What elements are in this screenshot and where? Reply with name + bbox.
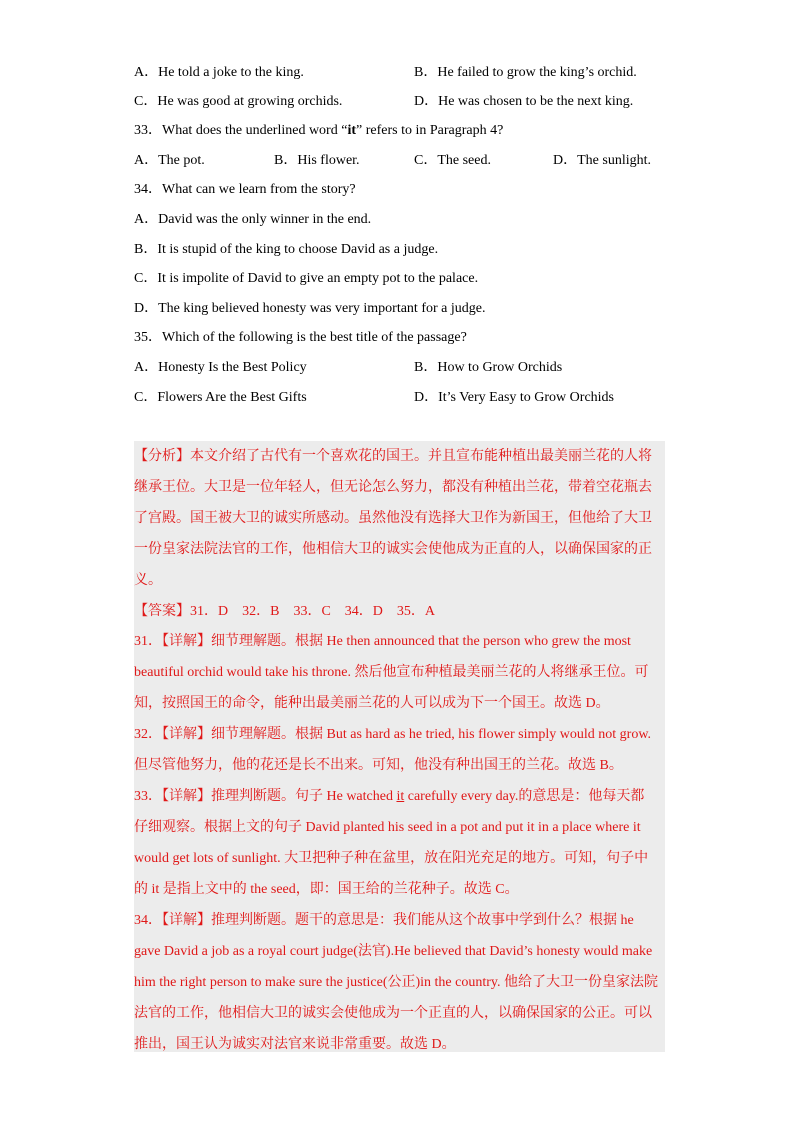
explanation-line: 31．【详解】细节理解题。根据 He then announced that the person who grew the most: [134, 634, 631, 649]
q33-option-c: C．The seed.: [414, 153, 491, 168]
explanation-33-post: carefully every day.的意思是：他每天都: [404, 789, 645, 804]
q34-stem: 34．What can we learn from the story?: [134, 182, 356, 197]
q33-option-a: A．The pot.: [134, 153, 205, 168]
analysis-paragraph: [134, 441, 665, 596]
explanation-line: 的 it 是指上文中的 the seed，即：国王给的兰花种子。故选 C。: [134, 882, 519, 897]
q34-option-c: C．It is impolite of David to give an empty pot to the palace.: [134, 271, 479, 286]
explanation-line: 知，按照国王的命令，能种出最美丽兰花的人可以成为下一个国王。故选 D。: [134, 696, 610, 711]
q34-option-a: A．David was the only winner in the end.: [134, 212, 372, 227]
q35-option-b: B．How to Grow Orchids: [414, 360, 563, 375]
q35-stem: 35．Which of the following is the best title of the passage?: [134, 330, 467, 345]
q33-stem-word: it: [347, 123, 357, 138]
q33-stem: [134, 122, 503, 140]
q32-option-a: A．He told a joke to the king.: [134, 65, 304, 80]
explanation-line: 推出，国王认为诚实对法官来说非常重要。故选 D。: [134, 1037, 456, 1052]
explanation-line: him the right person to make sure the justice(公正)in the country. 他给了大卫一份皇家法院: [134, 975, 659, 990]
answer-key: 【答案】31．D 32．B 33．C 34．D 35．A: [134, 604, 436, 619]
explanation-33-pre: 33．【详解】推理判断题。句子 He watched: [134, 789, 397, 804]
explanation-31: [134, 626, 665, 719]
explanation-line: 但尽管他努力，他的花还是长不出来。可知，他没有种出国王的兰花。故选 B。: [134, 758, 623, 773]
analysis-line: 义。: [134, 573, 162, 588]
q32-option-c: C．He was good at growing orchids.: [134, 94, 343, 109]
explanation-line: gave David a job as a royal court judge(法官).He believed that David’s honesty would make: [134, 944, 653, 959]
analysis-line: 继承王位。大卫是一位年轻人，但无论怎么努力，都没有种植出兰花，带着空花瓶去: [134, 480, 652, 495]
explanation-line: 法官的工作，他相信大卫的诚实会使他成为一个正直的人，以确保国家的公正。可以: [134, 1006, 652, 1021]
analysis-line: 了宫殿。国王被大卫的诚实所感动。虽然他没有选择大卫作为新国王，但他给了大卫: [134, 511, 652, 526]
q35-option-a: A．Honesty Is the Best Policy: [134, 360, 307, 375]
explanation-33-underlined-word: it: [396, 789, 405, 804]
explanation-line: 32．【详解】细节理解题。根据 But as hard as he tried, his flower simply would not grow.: [134, 727, 652, 742]
q32-option-row-1: [134, 64, 637, 82]
q33-stem-pre: 33．What does the underlined word “: [134, 123, 348, 138]
q35-option-c: C．Flowers Are the Best Gifts: [134, 390, 307, 405]
q35-option-row-1: [134, 359, 563, 377]
q35-option-d: D．It’s Very Easy to Grow Orchids: [414, 390, 614, 405]
explanation-line: would get lots of sunlight. 大卫把种子种在盆里，放在阳光充足的地方。可知，句子中: [134, 851, 649, 866]
q32-option-row-2: [134, 93, 634, 111]
explanation-line: 仔细观察。根据上文的句子 David planted his seed in a pot and put it in a place where it: [134, 820, 641, 835]
explanation-34: [134, 905, 665, 1060]
q33-option-d: D．The sunlight.: [553, 153, 651, 168]
q35-option-row-2: [134, 389, 614, 407]
q33-option-b: B．His flower.: [274, 153, 360, 168]
q32-option-b: B．He failed to grow the king’s orchid.: [414, 65, 637, 80]
explanation-33: [134, 781, 665, 905]
q33-stem-post: ” refers to in Paragraph 4?: [356, 123, 504, 138]
explanation-line: [134, 781, 665, 812]
explanation-line: 34．【详解】推理判断题。题干的意思是：我们能从这个故事中学到什么？根据 he: [134, 913, 634, 928]
analysis-line: 一份皇家法院法官的工作，他相信大卫的诚实会使他成为正直的人，以确保国家的正: [134, 542, 652, 557]
explanation-line: beautiful orchid would take his throne. 然后他宣布种植最美丽兰花的人将继承王位。可: [134, 665, 649, 680]
q34-option-b: B．It is stupid of the king to choose David as a judge.: [134, 242, 439, 257]
analysis-line: 【分析】本文介绍了古代有一个喜欢花的国王。并且宣布能种植出最美丽兰花的人将: [134, 449, 652, 464]
explanation-32: [134, 719, 665, 781]
q34-option-d: D．The king believed honesty was very important for a judge.: [134, 301, 486, 316]
q32-option-d: D．He was chosen to be the next king.: [414, 94, 634, 109]
